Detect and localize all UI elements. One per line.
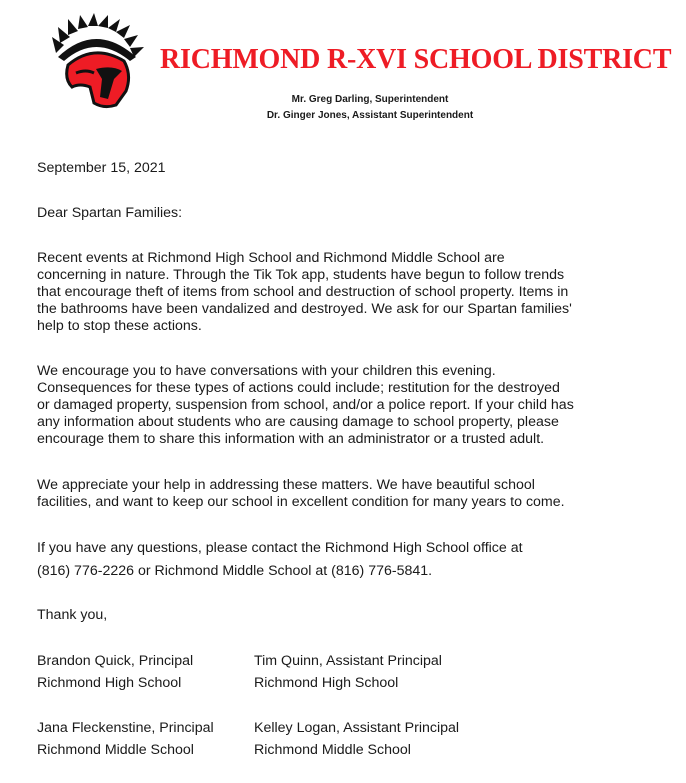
letter-date: September 15, 2021 <box>37 160 166 176</box>
logo-svg <box>50 13 146 113</box>
paragraph-4 <box>37 537 523 583</box>
district-name: RICHMOND R-XVI SCHOOL DISTRICT <box>160 44 672 75</box>
paragraph-1-line: the bathrooms have been vandalized and destroyed. We ask for our Spartan families' <box>37 301 572 317</box>
paragraph-2-line: encourage them to share this information with an administrator or a trusted adult. <box>37 431 545 447</box>
paragraph-1-line: that encourage theft of items from school and destruction of school property. Items in <box>37 284 569 300</box>
signature-school: Richmond High School <box>37 675 182 691</box>
paragraph-4-line: (816) 776-2226 or Richmond Middle School at (816) 776-5841. <box>37 563 433 579</box>
salutation: Dear Spartan Families: <box>37 205 183 221</box>
paragraph-1-line: concerning in nature. Through the Tik Tok app, students have begun to follow trends <box>37 267 565 283</box>
signature-name: Tim Quinn, Assistant Principal <box>254 653 442 669</box>
closing: Thank you, <box>37 607 108 623</box>
paragraph-1-line: help to stop these actions. <box>37 318 202 334</box>
signature-block <box>254 650 442 694</box>
signature-name: Jana Fleckenstine, Principal <box>37 720 214 736</box>
paragraph-3 <box>37 477 565 511</box>
signature-block <box>254 717 459 761</box>
paragraph-2-line: or damaged property, suspension from school, and/or a police report. If your child has <box>37 397 574 413</box>
signature-school: Richmond High School <box>254 675 399 691</box>
paragraph-3-line: facilities, and want to keep our school in excellent condition for many years to come. <box>37 494 565 510</box>
paragraph-3-line: We appreciate your help in addressing these matters. We have beautiful school <box>37 477 535 493</box>
paragraph-2-line: We encourage you to have conversations with your children this evening. <box>37 363 496 379</box>
signature-block <box>37 650 193 694</box>
paragraph-1-line: Recent events at Richmond High School and Richmond Middle School are <box>37 250 505 266</box>
signature-school: Richmond Middle School <box>254 742 411 758</box>
paragraph-2-line: any information about students who are causing damage to school property, please <box>37 414 559 430</box>
signature-school: Richmond Middle School <box>37 742 194 758</box>
assistant-superintendent-line: Dr. Ginger Jones, Assistant Superintendent <box>266 110 474 121</box>
superintendent-line: Mr. Greg Darling, Superintendent <box>291 94 449 105</box>
signature-name: Kelley Logan, Assistant Principal <box>254 720 460 736</box>
paragraph-4-line: If you have any questions, please contact the Richmond High School office at <box>37 540 523 556</box>
paragraph-2 <box>37 363 574 448</box>
signature-name: Brandon Quick, Principal <box>37 653 194 669</box>
paragraph-1 <box>37 250 572 335</box>
paragraph-2-line: Consequences for these types of actions could include; restitution for the destroyed <box>37 380 560 396</box>
signature-block <box>37 717 214 761</box>
spartan-helmet-icon <box>50 13 146 113</box>
